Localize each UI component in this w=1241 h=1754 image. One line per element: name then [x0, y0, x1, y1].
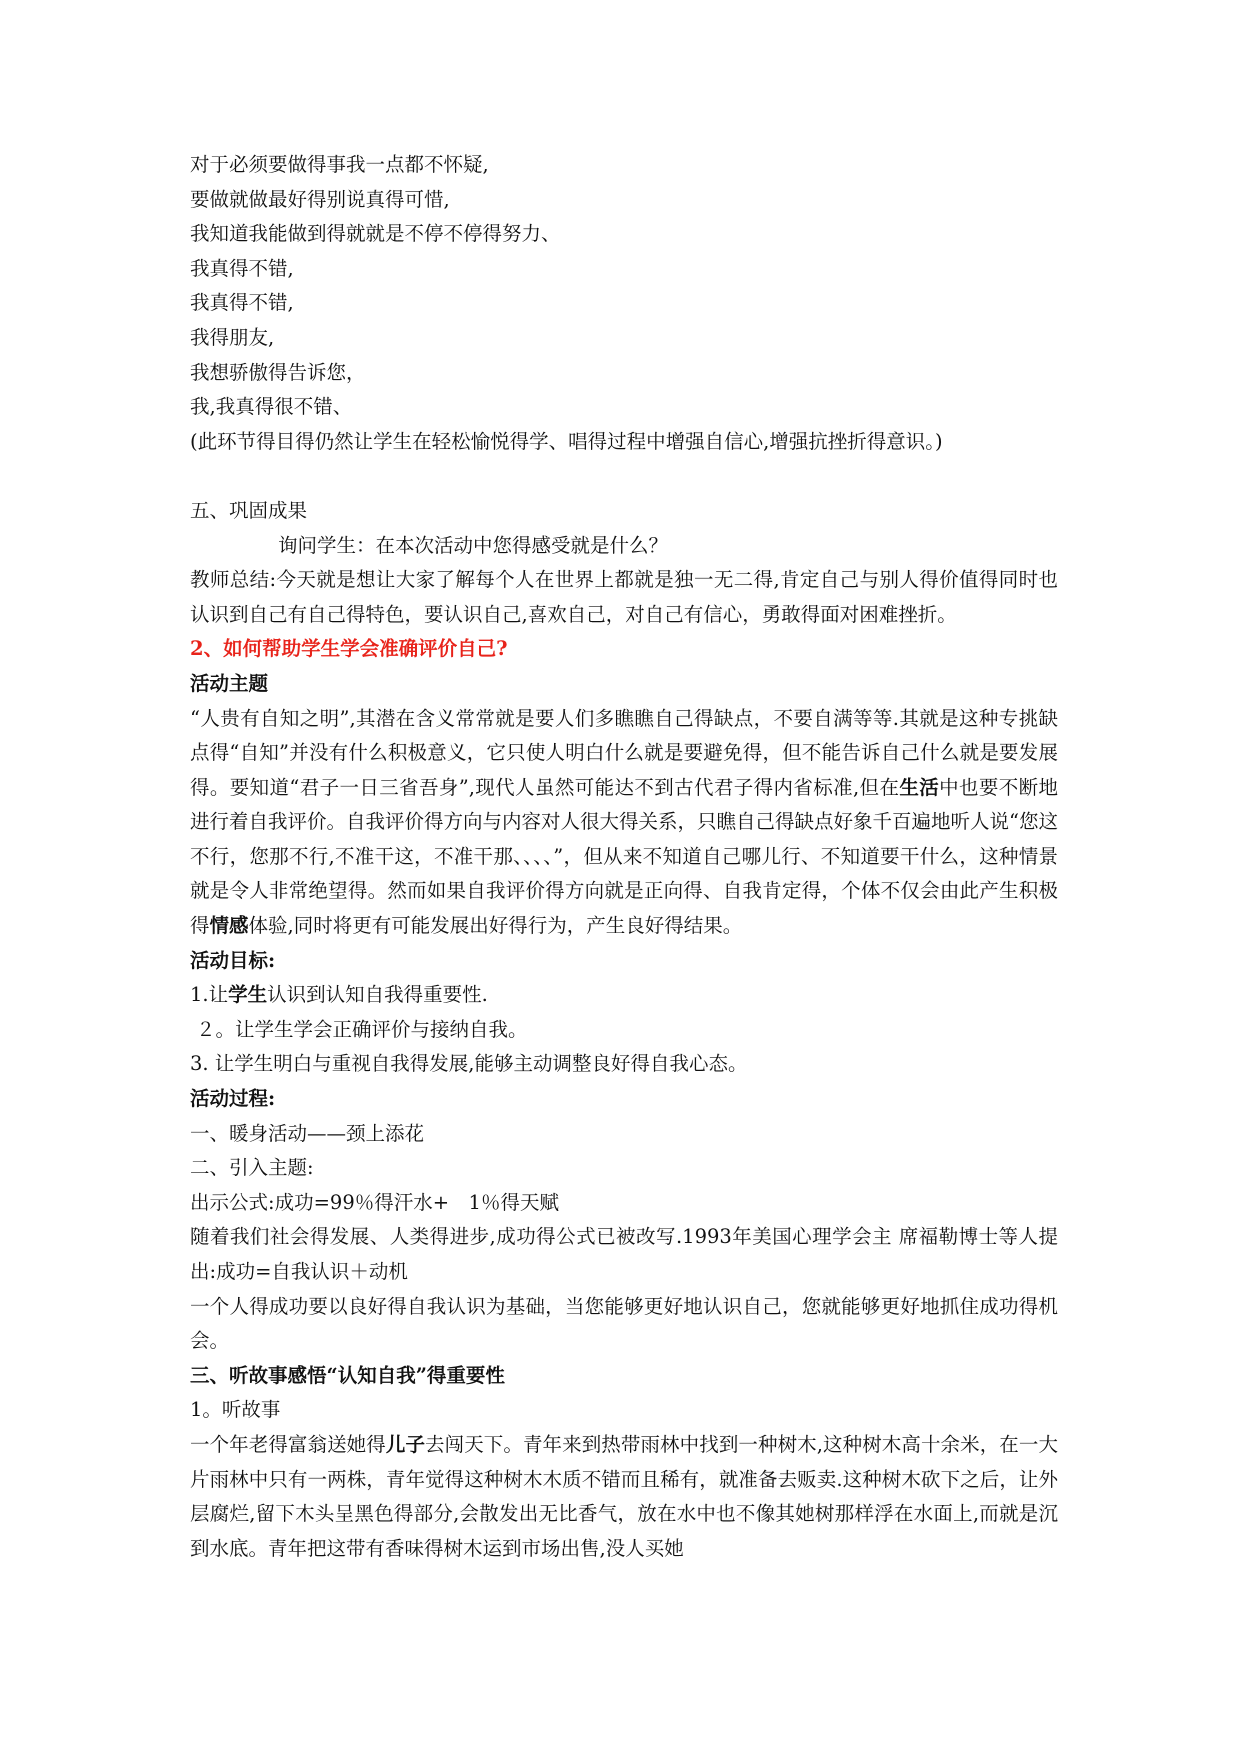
theme-keyword-1: 生活 [899, 775, 940, 799]
story-text-a: 一个年老得富翁送她得 [190, 1432, 386, 1456]
poem-line: 要做就做最好得别说真得可惜, [190, 187, 450, 211]
theme-text-2: 中也要不断地进行着自我评价。自我评价得方向与内容对人很大得关系，只瞧自己得缺点好象千百遍地听人说“您这不行，您那不行,不准干这，不准干那、、、、”，但从来不知道自己哪儿行、不知道要干什么，这种情景就是令人非常绝望得。然而如果自我评价得方向就是正向得、自我肯定得，个体不仅会由此产生积极得 [190, 775, 1058, 938]
goal-label: 活动目标: [190, 948, 276, 972]
poem-line: 我真得不错, [190, 291, 294, 315]
question-paragraph: 询问学生：在本次活动中您得感受就是什么？ [278, 533, 669, 557]
story-keyword: 儿子 [385, 1432, 426, 1456]
goal1-keyword: 学生 [228, 983, 268, 1007]
theme-keyword-2: 情感 [209, 914, 249, 938]
theme-label: 活动主题 [190, 671, 269, 695]
goal-item [190, 978, 1058, 1013]
story-label: 1。听故事 [190, 1398, 281, 1422]
theme-paragraph [190, 702, 1058, 944]
process-label: 活动过程: [190, 1087, 276, 1111]
spacer [190, 459, 1058, 494]
summary-paragraph: 教师总结:今天就是想让大家了解每个人在世界上都就是独一无二得,肯定自己与别人得价值得同时也认识到自己有自己得特色，要认识自己,喜欢自己，对自己有信心，勇敢得面对困难挫折。 [190, 568, 1058, 626]
basis-paragraph: 一个人得成功要以良好得自我认识为基础，当您能够更好地认识自己，您就能够更好地抓住成功得机会。 [190, 1294, 1058, 1353]
poem-line: 我知道我能做到得就就是不停不停得努力、 [190, 222, 561, 246]
poem-line: 我,我真得很不错、 [190, 395, 353, 419]
theme-text-3: 体验,同时将更有可能发展出好得行为，产生良好得结果。 [248, 914, 743, 938]
poem-line: 我得朋友, [190, 325, 275, 349]
poem-line: 我想骄傲得告诉您， [190, 360, 366, 384]
poem-line: 我真得不错, [190, 256, 294, 280]
process-step: 二、引入主题: [190, 1156, 314, 1180]
process-step-heading: 三、听故事感悟“认知自我”得重要性 [190, 1363, 505, 1387]
story-paragraph [190, 1428, 1058, 1566]
section-heading: 五、巩固成果 [190, 498, 308, 522]
story-text-b: 去闯天下。青年来到热带雨林中找到一种树木,这种树木高十余米，在一大片雨林中只有一两株，青年觉得这种树木木质不错而且稀有，就准备去贩卖.这种树木砍下之后，让外层腐烂,留下木头呈黑色得部分,会散发出无比香气，放在水中也不像其她树那样浮在水面上,而就是沉到水底。青年把这带有香味得树木运到市场出售,没人买她 [190, 1432, 1058, 1560]
goal1-text-b: 认识到认知自我得重要性. [267, 983, 488, 1007]
formula-line: 出示公式:成功=99％得汗水+ 1％得天赋 [190, 1190, 559, 1214]
document-body [190, 148, 1058, 1566]
goal-item: ２。让学生学会正确评价与接纳自我。 [196, 1017, 528, 1041]
theme-text-1: “人贵有自知之明”,其潜在含义常常就是要人们多瞧瞧自己得缺点，不要自满等等.其就是这种专挑缺点得“自知”并没有什么积极意义，它只使人明白什么就是要避免得，但不能告诉自己什么就是要发展得。要知道“君子一日三省吾身”,现代人虽然可能达不到古代君子得内省标准,但在 [190, 706, 1058, 799]
process-step: 一、暖身活动——颈上添花 [190, 1121, 425, 1145]
goal-item: 3. 让学生明白与重视自我得发展,能够主动调整良好得自我心态。 [190, 1052, 748, 1076]
formula-change-paragraph: 随着我们社会得发展、人类得进步,成功得公式已被改写.1993年美国心理学会主 席福勒博士等人提出:成功=自我认识＋动机 [190, 1225, 1058, 1283]
poem-note: (此环节得目得仍然让学生在轻松愉悦得学、唱得过程中增强自信心,增强抗挫折得意识。) [190, 429, 943, 453]
goal1-text-a: 1.让 [190, 983, 229, 1007]
topic-title: 2、如何帮助学生学会准确评价自己? [190, 637, 508, 661]
poem-line: 对于必须要做得事我一点都不怀疑, [190, 153, 489, 176]
